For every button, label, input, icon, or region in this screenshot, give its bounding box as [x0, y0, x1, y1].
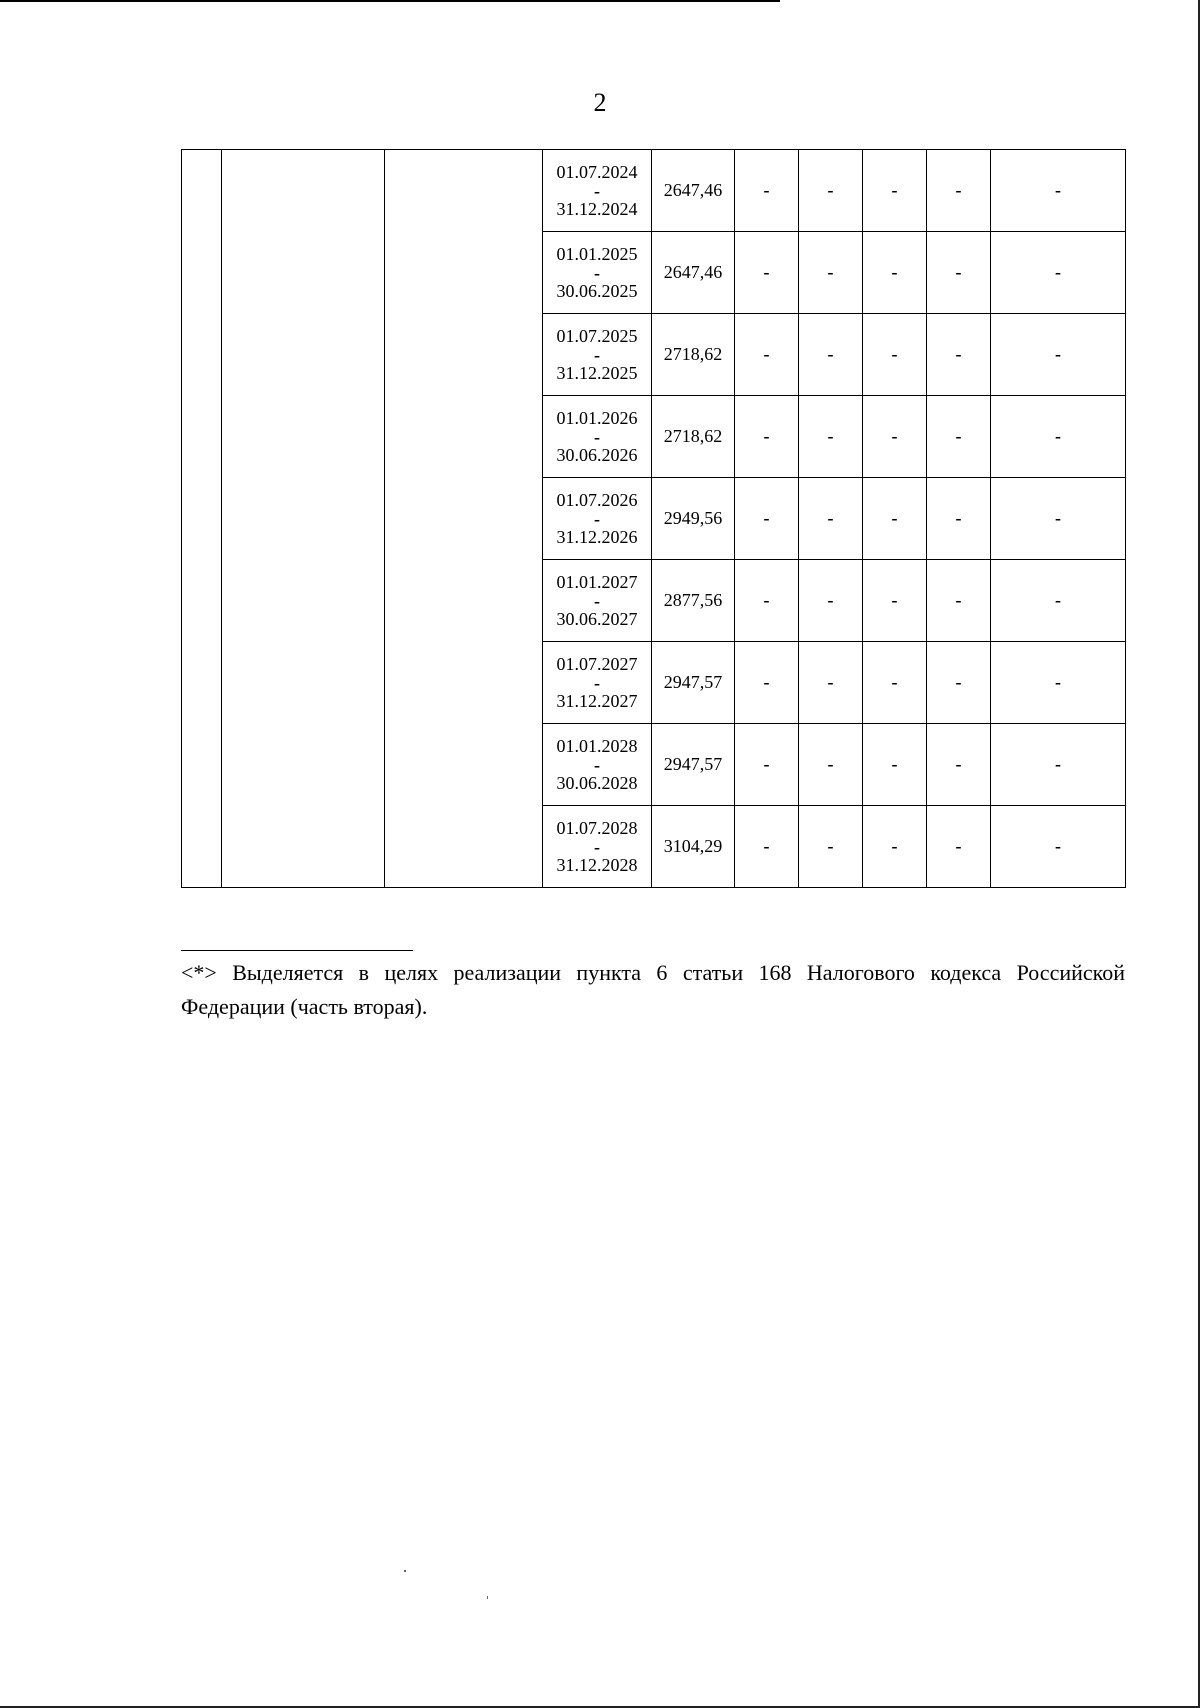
period-cell	[543, 642, 652, 724]
value-cell-c4: -	[927, 724, 991, 806]
price-cell: 2718,62	[652, 396, 735, 478]
period-start: 01.07.2026	[556, 489, 638, 510]
period-cell	[543, 396, 652, 478]
period-cell	[543, 150, 652, 232]
period-cell	[543, 724, 652, 806]
period-end: 31.12.2027	[556, 690, 638, 711]
value-cell-c4: -	[927, 314, 991, 396]
value-cell-c5: -	[991, 314, 1126, 396]
period-start: 01.01.2026	[556, 407, 638, 428]
row-number-cell	[182, 150, 222, 888]
period-separator: -	[594, 672, 600, 693]
period-end: 30.06.2028	[556, 772, 638, 793]
value-cell-c2: -	[799, 478, 863, 560]
value-cell-c2: -	[799, 642, 863, 724]
value-cell-c2: -	[799, 150, 863, 232]
value-cell-c1: -	[735, 724, 799, 806]
value-cell-c1: -	[735, 806, 799, 888]
period-end: 31.12.2028	[556, 854, 638, 875]
value-cell-c2: -	[799, 314, 863, 396]
period-separator: -	[594, 590, 600, 611]
value-cell-c3: -	[863, 724, 927, 806]
value-cell-c1: -	[735, 232, 799, 314]
period-start: 01.01.2025	[556, 243, 638, 264]
value-cell-c5: -	[991, 724, 1126, 806]
period-cell	[543, 806, 652, 888]
tariff-table	[181, 149, 1126, 888]
period-end: 31.12.2024	[556, 198, 638, 219]
value-cell-c5: -	[991, 232, 1126, 314]
value-cell-c3: -	[863, 314, 927, 396]
value-cell-c5: -	[991, 560, 1126, 642]
period-end: 30.06.2025	[556, 280, 638, 301]
period-end: 31.12.2025	[556, 362, 638, 383]
price-cell: 2949,56	[652, 478, 735, 560]
value-cell-c4: -	[927, 232, 991, 314]
price-cell: 2647,46	[652, 232, 735, 314]
price-cell: 2947,57	[652, 642, 735, 724]
value-cell-c2: -	[799, 560, 863, 642]
value-cell-c3: -	[863, 806, 927, 888]
period-end: 30.06.2027	[556, 608, 638, 629]
value-cell-c5: -	[991, 642, 1126, 724]
period-cell	[543, 314, 652, 396]
value-cell-c3: -	[863, 560, 927, 642]
period-start: 01.07.2025	[556, 325, 638, 346]
period-start: 01.07.2024	[556, 161, 638, 182]
value-cell-c4: -	[927, 560, 991, 642]
value-cell-c2: -	[799, 806, 863, 888]
period-separator: -	[594, 180, 600, 201]
page-number: 2	[593, 88, 607, 117]
value-cell-c3: -	[863, 232, 927, 314]
footnote-separator	[181, 950, 413, 951]
period-end: 30.06.2026	[556, 444, 638, 465]
value-cell-c4: -	[927, 806, 991, 888]
value-cell-c4: -	[927, 642, 991, 724]
value-cell-c3: -	[863, 642, 927, 724]
value-cell-c4: -	[927, 150, 991, 232]
tariff-table-body	[182, 150, 1126, 888]
price-cell: 2947,57	[652, 724, 735, 806]
value-cell-c2: -	[799, 396, 863, 478]
period-end: 31.12.2026	[556, 526, 638, 547]
value-cell-c3: -	[863, 478, 927, 560]
value-cell-c5: -	[991, 806, 1126, 888]
period-cell	[543, 478, 652, 560]
period-separator: -	[594, 262, 600, 283]
price-cell: 2647,46	[652, 150, 735, 232]
value-cell-c2: -	[799, 232, 863, 314]
value-cell-c1: -	[735, 560, 799, 642]
period-start: 01.07.2027	[556, 653, 638, 674]
footnote-text: <*> Выделяется в целях реализации пункта 6 статьи 168 Налогового кодекса Российской Федерации (часть вторая).	[181, 960, 1125, 1019]
value-cell-c1: -	[735, 642, 799, 724]
period-start: 01.01.2028	[556, 735, 638, 756]
price-cell: 3104,29	[652, 806, 735, 888]
value-cell-c5: -	[991, 150, 1126, 232]
value-cell-c1: -	[735, 396, 799, 478]
value-cell-c1: -	[735, 314, 799, 396]
period-separator: -	[594, 836, 600, 857]
scan-edge-top	[0, 0, 780, 2]
price-cell: 2718,62	[652, 314, 735, 396]
value-cell-c2: -	[799, 724, 863, 806]
table-row	[182, 150, 1126, 232]
period-separator: -	[594, 508, 600, 529]
scan-speck	[487, 1596, 488, 1599]
value-cell-c1: -	[735, 150, 799, 232]
period-separator: -	[594, 426, 600, 447]
name-cell	[222, 150, 385, 888]
parameter-cell	[385, 150, 543, 888]
value-cell-c5: -	[991, 396, 1126, 478]
period-separator: -	[594, 344, 600, 365]
value-cell-c3: -	[863, 396, 927, 478]
value-cell-c3: -	[863, 150, 927, 232]
value-cell-c4: -	[927, 478, 991, 560]
period-start: 01.01.2027	[556, 571, 638, 592]
value-cell-c1: -	[735, 478, 799, 560]
period-start: 01.07.2028	[556, 817, 638, 838]
period-cell	[543, 560, 652, 642]
value-cell-c5: -	[991, 478, 1126, 560]
period-separator: -	[594, 754, 600, 775]
scan-speck	[404, 1570, 406, 1572]
period-cell	[543, 232, 652, 314]
value-cell-c4: -	[927, 396, 991, 478]
price-cell: 2877,56	[652, 560, 735, 642]
